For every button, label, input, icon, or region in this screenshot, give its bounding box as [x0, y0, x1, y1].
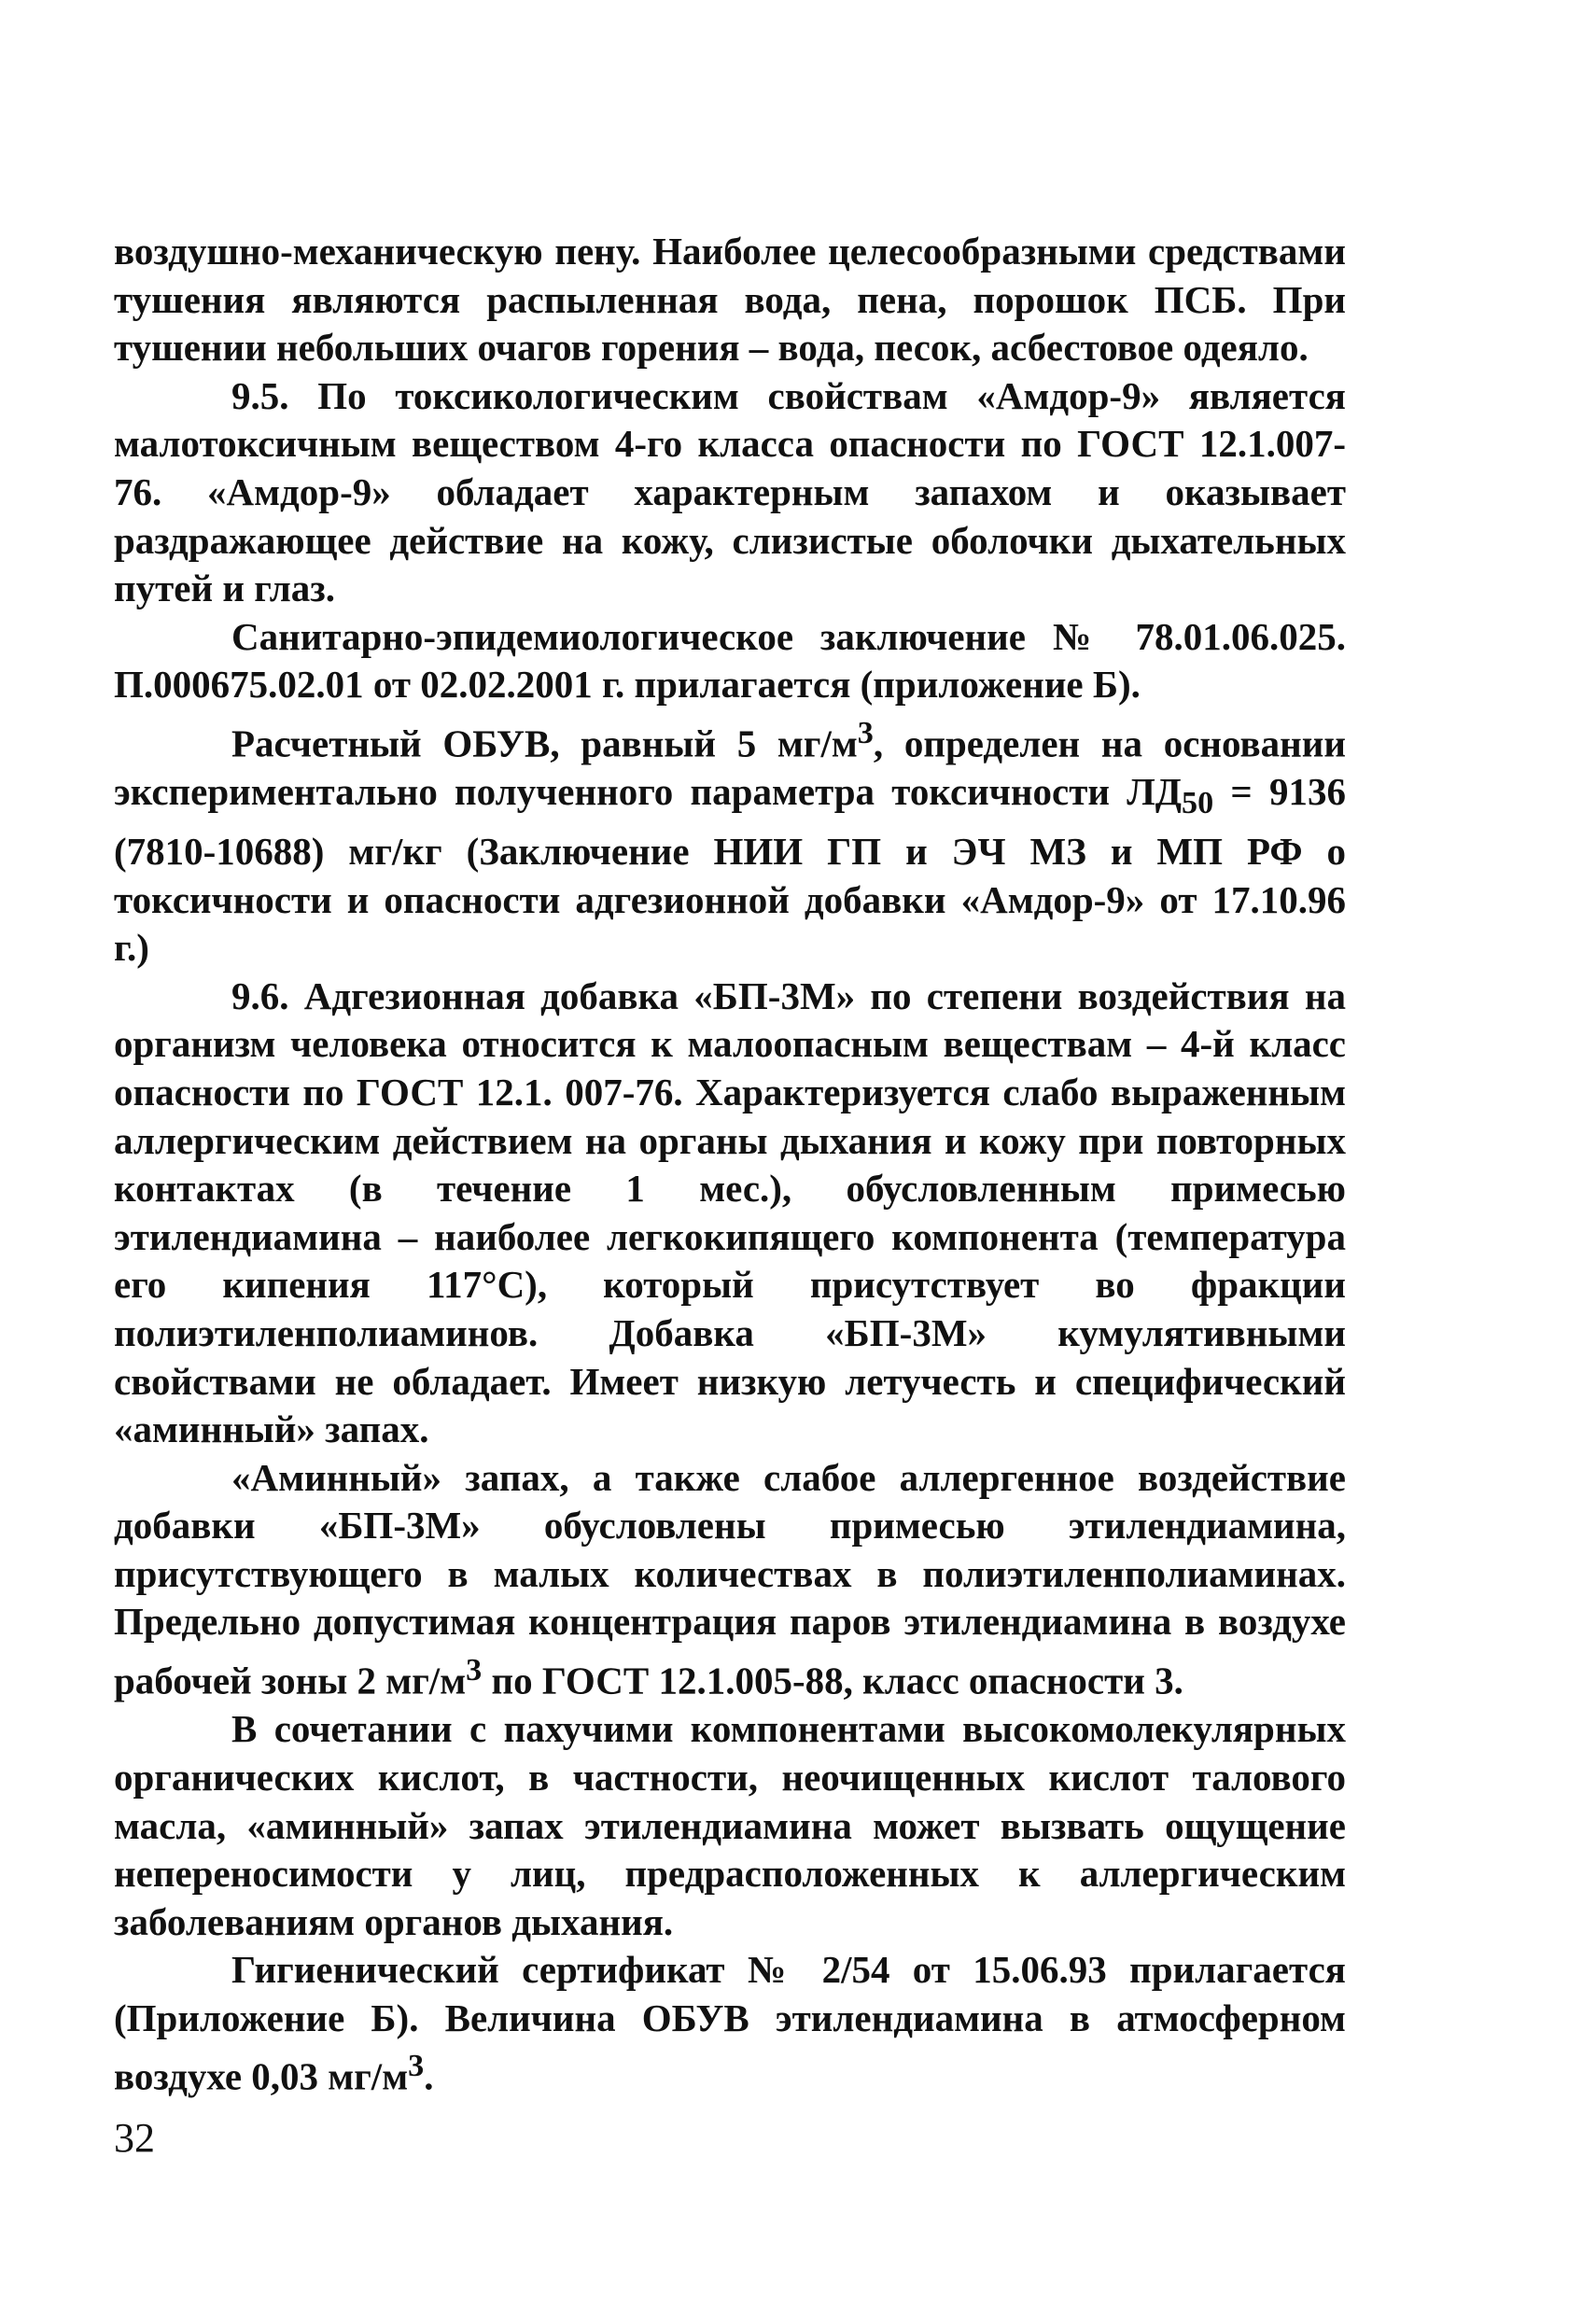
- paragraph-sanitary-conclusion: Санитарно-эпидемиологическое заключение № 78.01.06.025. П.000675.02.01 от 02.02.2001 г. прилагается (приложение Б).: [114, 614, 1346, 707]
- text-run: = 9136 (7810-10688) мг/кг (Заключение НИИ ГП и ЭЧ МЗ и МП РФ о токсичности и опасности адгезионной добавки «Амдор-9» от 17.10.96 г.): [114, 770, 1346, 970]
- paragraph-fire-extinguishing: воздушно-механическую пену. Наиболее целесообразными средствами тушения являются распыленная вода, пена, порошок ПСБ. При тушении небольших очагов горения – вода, песок, асбестовое одеяло.: [114, 230, 1346, 370]
- text-run: , определен на основании экспериментально полученного параметра токсичности ЛД: [114, 721, 1347, 814]
- superscript: 3: [466, 1653, 483, 1688]
- text-run: Гигиенический сертификат № 2/54 от 15.06.93 прилагается (Приложение Б). Величина ОБУВ этилендиамина в атмосферном воздухе 0,03 мг/м: [114, 1948, 1346, 2099]
- subscript: 50: [1182, 786, 1214, 821]
- paragraph-9-6-bp3m: 9.6. Адгезионная добавка «БП-3М» по степени воздействия на организм человека относится к малоопасным веществам – 4-й класс опасности по ГОСТ 12.1. 007-76. Характеризуется слабо выраженным аллергическим действием на органы дыхания и кожу при повторных контактах (в течение 1 мес.), обусловленным примесью этилендиамина – наиболее легкокипящего компонента (температура его кипения 117°С), который присутствует во фракции полиэтиленполиаминов. Добавка «БП-3М» кумулятивными свойствами не обладает. Имеет низкую летучесть и специфический «аминный» запах.: [114, 973, 1346, 1451]
- page-number: 32: [114, 2115, 155, 2161]
- superscript: 3: [857, 715, 874, 750]
- superscript: 3: [408, 2049, 425, 2084]
- paragraph-amine-odor: [114, 1454, 1346, 1706]
- paragraph-9-5-toxicology: 9.5. По токсикологическим свойствам «Амдор-9» является малотоксичным веществом 4-го класса опасности по ГОСТ 12.1.007-76. «Амдор-9» обладает характерным запахом и оказывает раздражающее действие на кожу, слизистые оболочки дыхательных путей и глаз.: [114, 373, 1346, 610]
- document-body: [114, 228, 1346, 2102]
- text-run: «Аминный» запах, а также слабое аллергенное воздействие добавки «БП-3М» обусловлены примесью этилендиамина, присутствующего в малых количествах в полиэтиленполиаминах. Предельно допустимая концентрация паров этилендиамина в воздухе рабочей зоны 2 мг/м: [114, 1455, 1346, 1702]
- text-run: по ГОСТ 12.1.005-88, класс опасности 3.: [482, 1659, 1183, 1702]
- text-run: Расчетный ОБУВ, равный 5 мг/м: [231, 721, 858, 765]
- paragraph-obuv-calculation: [114, 709, 1346, 973]
- text-run: .: [424, 2055, 434, 2099]
- paragraph-tall-oil: В сочетании с пахучими компонентами высокомолекулярных органических кислот, в частности, неочищенных кислот талового масла, «аминный» запах этилендиамина может вызвать ощущение непереносимости у лиц, предрасположенных к аллергическим заболеваниям органов дыхания.: [114, 1707, 1346, 1943]
- paragraph-hygienic-certificate: [114, 1946, 1346, 2101]
